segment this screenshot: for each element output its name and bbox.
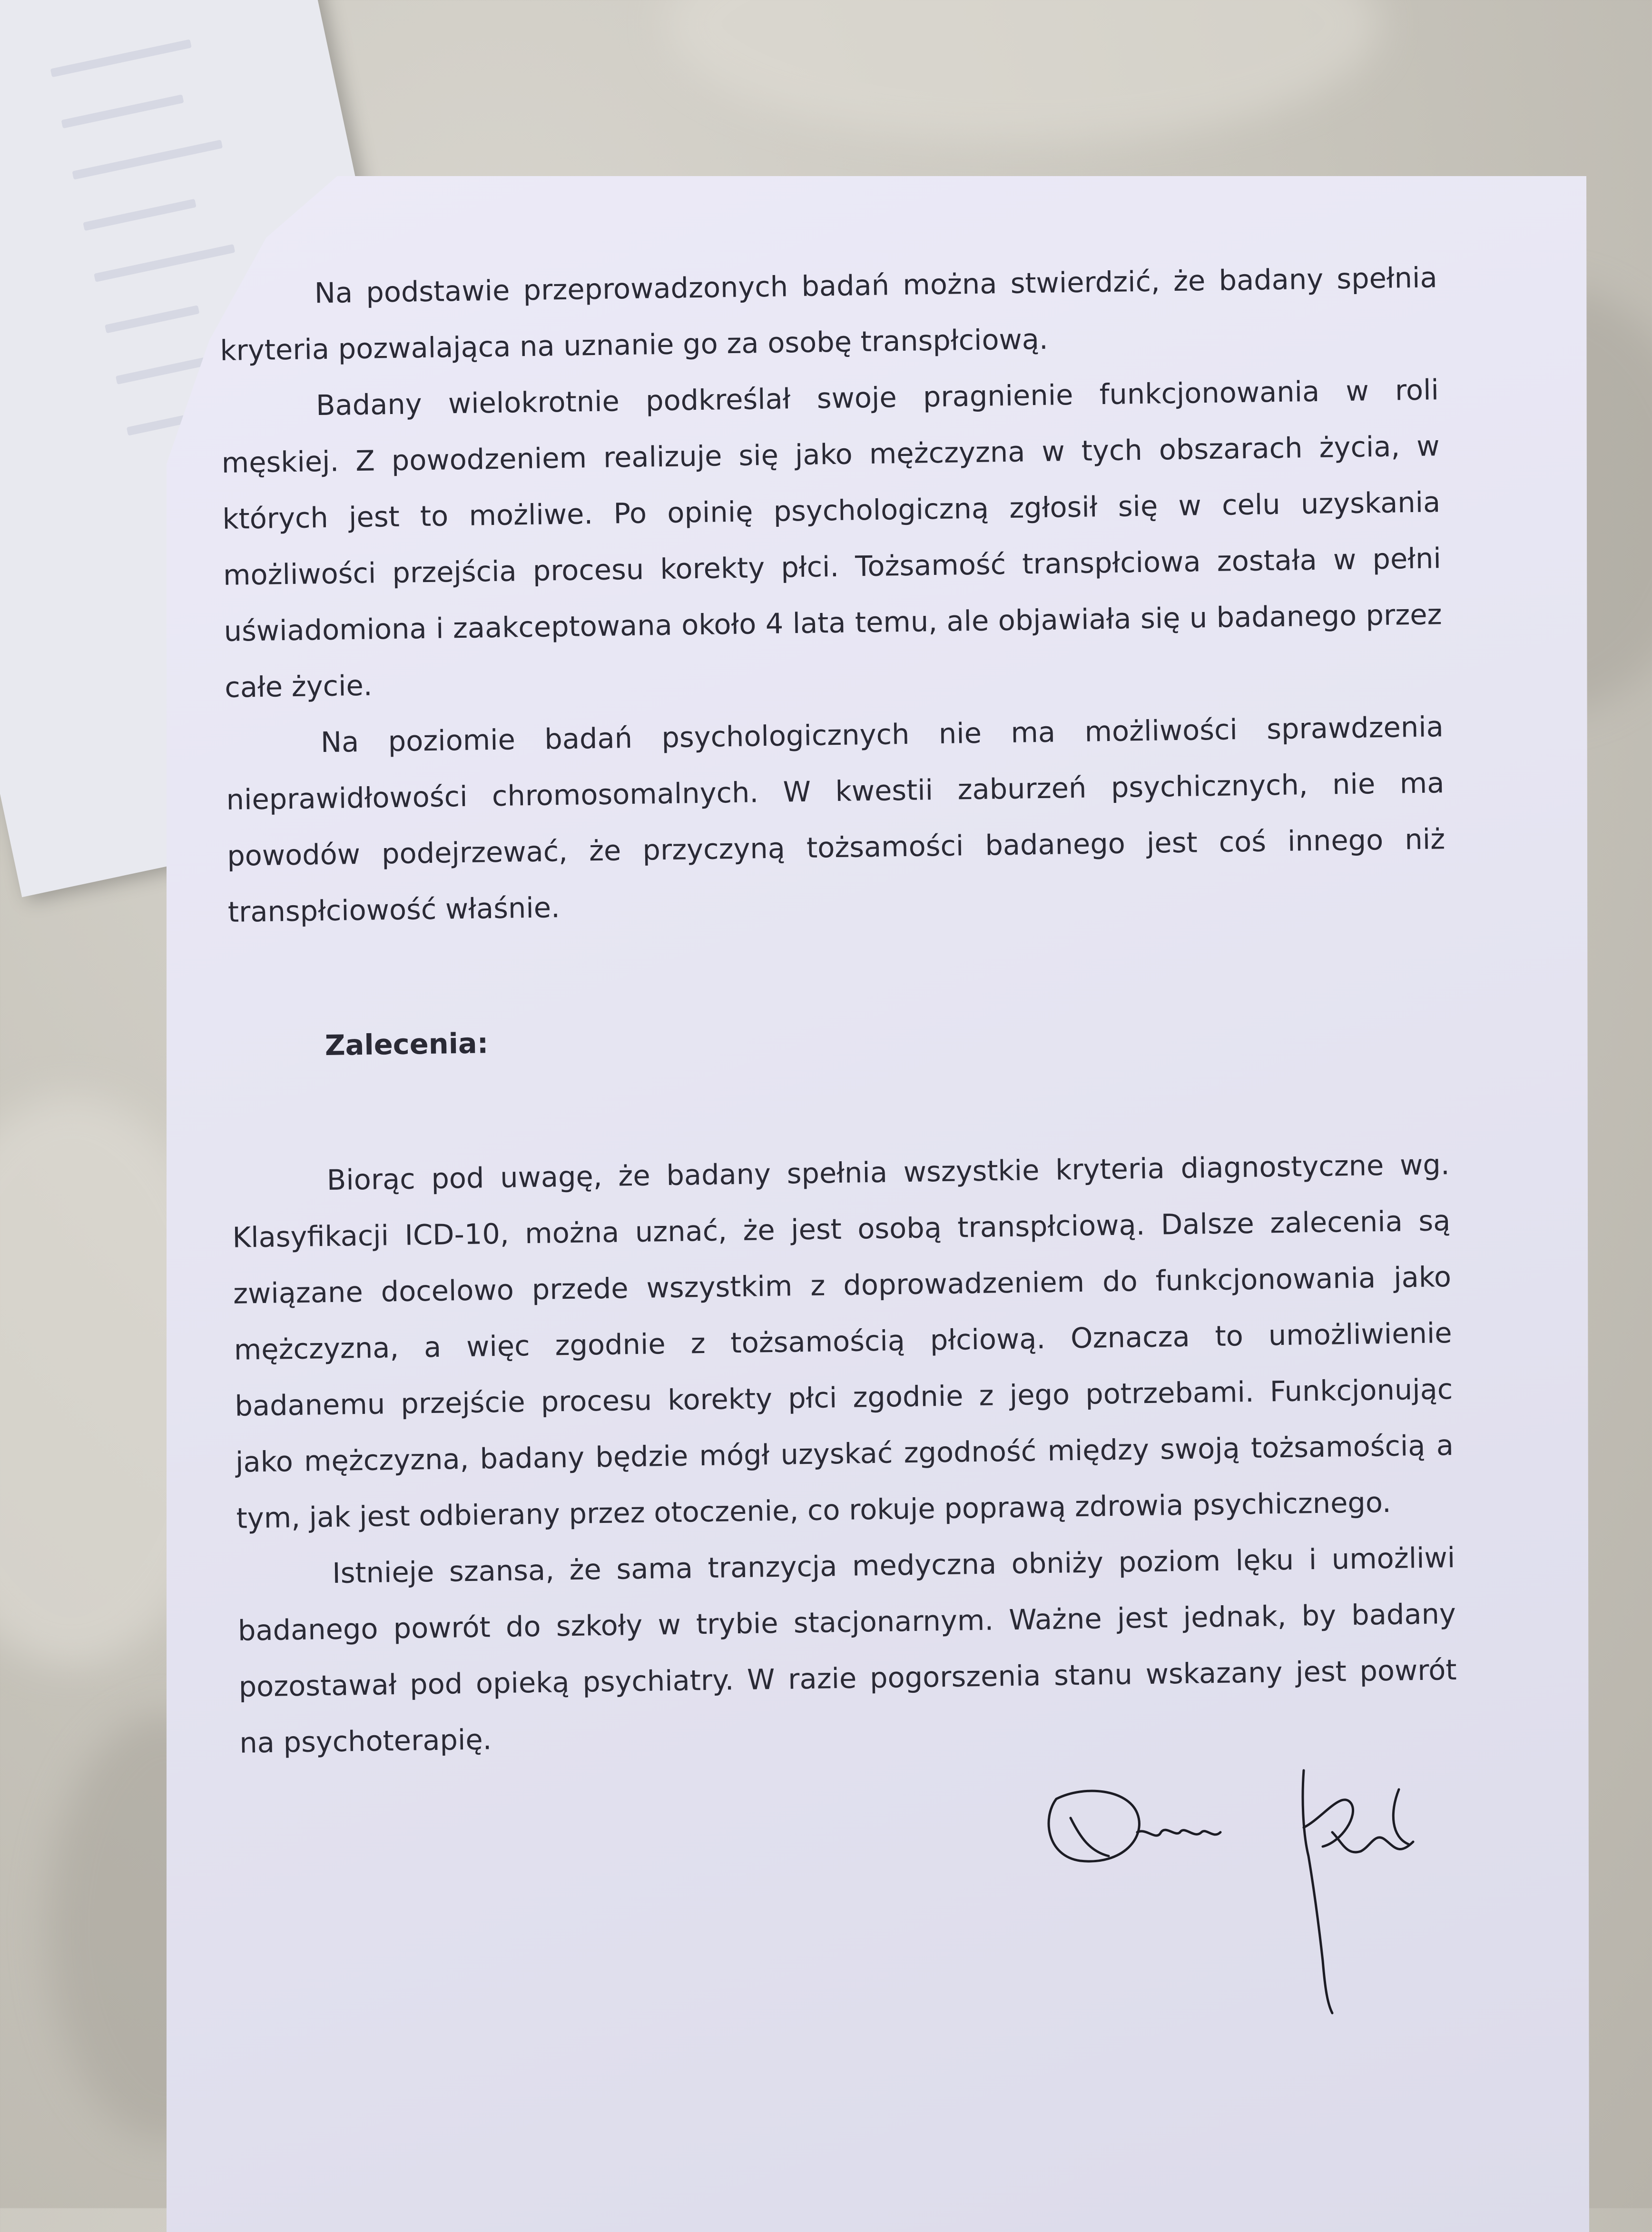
paragraph-further-care: Istnieje szansa, że sama tranzycja medyczna obniży poziom lęku i umożliwi badanego powrót do szkoły w trybie stacjonarnym. Ważne jest jednak, by badany pozostawał pod opieką psychiatry. W razie pogorszenia stanu wskazany jest powrót na psychoterapię. xyxy=(237,1541,1457,1759)
faded-text-line xyxy=(50,39,192,77)
handwritten-signature xyxy=(1037,1761,1465,2027)
paragraph-psychological-assessment: Na poziomie badań psychologicznych nie ma możliwości sprawdzenia nieprawidłowości chromosomalnych. W kwestii zaburzeń psychicznych, nie ma powodów podejrzewać, że przyczyną tożsamości badanego jest coś innego niż transpłciowość właśnie. xyxy=(226,710,1446,928)
paragraph-conclusion: Na podstawie przeprowadzonych badań można stwierdzić, że badany spełnia kryteria pozwalająca na uznanie go za osobę transpłciową. xyxy=(219,261,1438,367)
section-heading-recommendations: Zalecenia: xyxy=(324,1027,489,1062)
fabric-fold xyxy=(666,0,1380,143)
faded-text-line xyxy=(105,305,199,333)
faded-text-line xyxy=(72,139,223,179)
faded-text-line xyxy=(61,94,184,128)
paragraph-recommendations: Biorąc pod uwagę, że badany spełnia wszystkie kryteria diagnostyczne wg. Klasyfikacji ICD-10, można uznać, że jest osobą transpłciową. Dalsze zalecenia są związane docelowo przede wszystkim z doprowadzeniem do funkcjonowania jako mężczyzna, a więc zgodnie z tożsamością płciową. Oznacza to umożliwienie badanemu przejście procesu korekty płci zgodnie z jego potrzebami. Funkcjonując jako mężczyzna, badany będzie mógł uzyskać zgodność między swoją tożsamością a tym, jak jest odbierany przez otoczenie, co rokuje poprawą zdrowia psychicznego. xyxy=(232,1148,1454,1535)
faded-text-line xyxy=(83,199,196,231)
faded-text-line xyxy=(94,244,235,282)
document-body xyxy=(219,249,1458,1771)
paragraph-patient-history: Badany wielokrotnie podkreślał swoje pragnienie funkcjonowania w roli męskiej. Z powodzeniem realizuje się jako mężczyzna w tych obszarach życia, w których jest to możliwe. Po opinię psychologiczną zgłosił się w celu uzyskania możliwości przejścia procesu korekty płci. Tożsamość transpłciowa została w pełni uświadomiona i zaakceptowana około 4 lata temu, ale objawiała się u badanego przez całe życie. xyxy=(221,373,1442,704)
